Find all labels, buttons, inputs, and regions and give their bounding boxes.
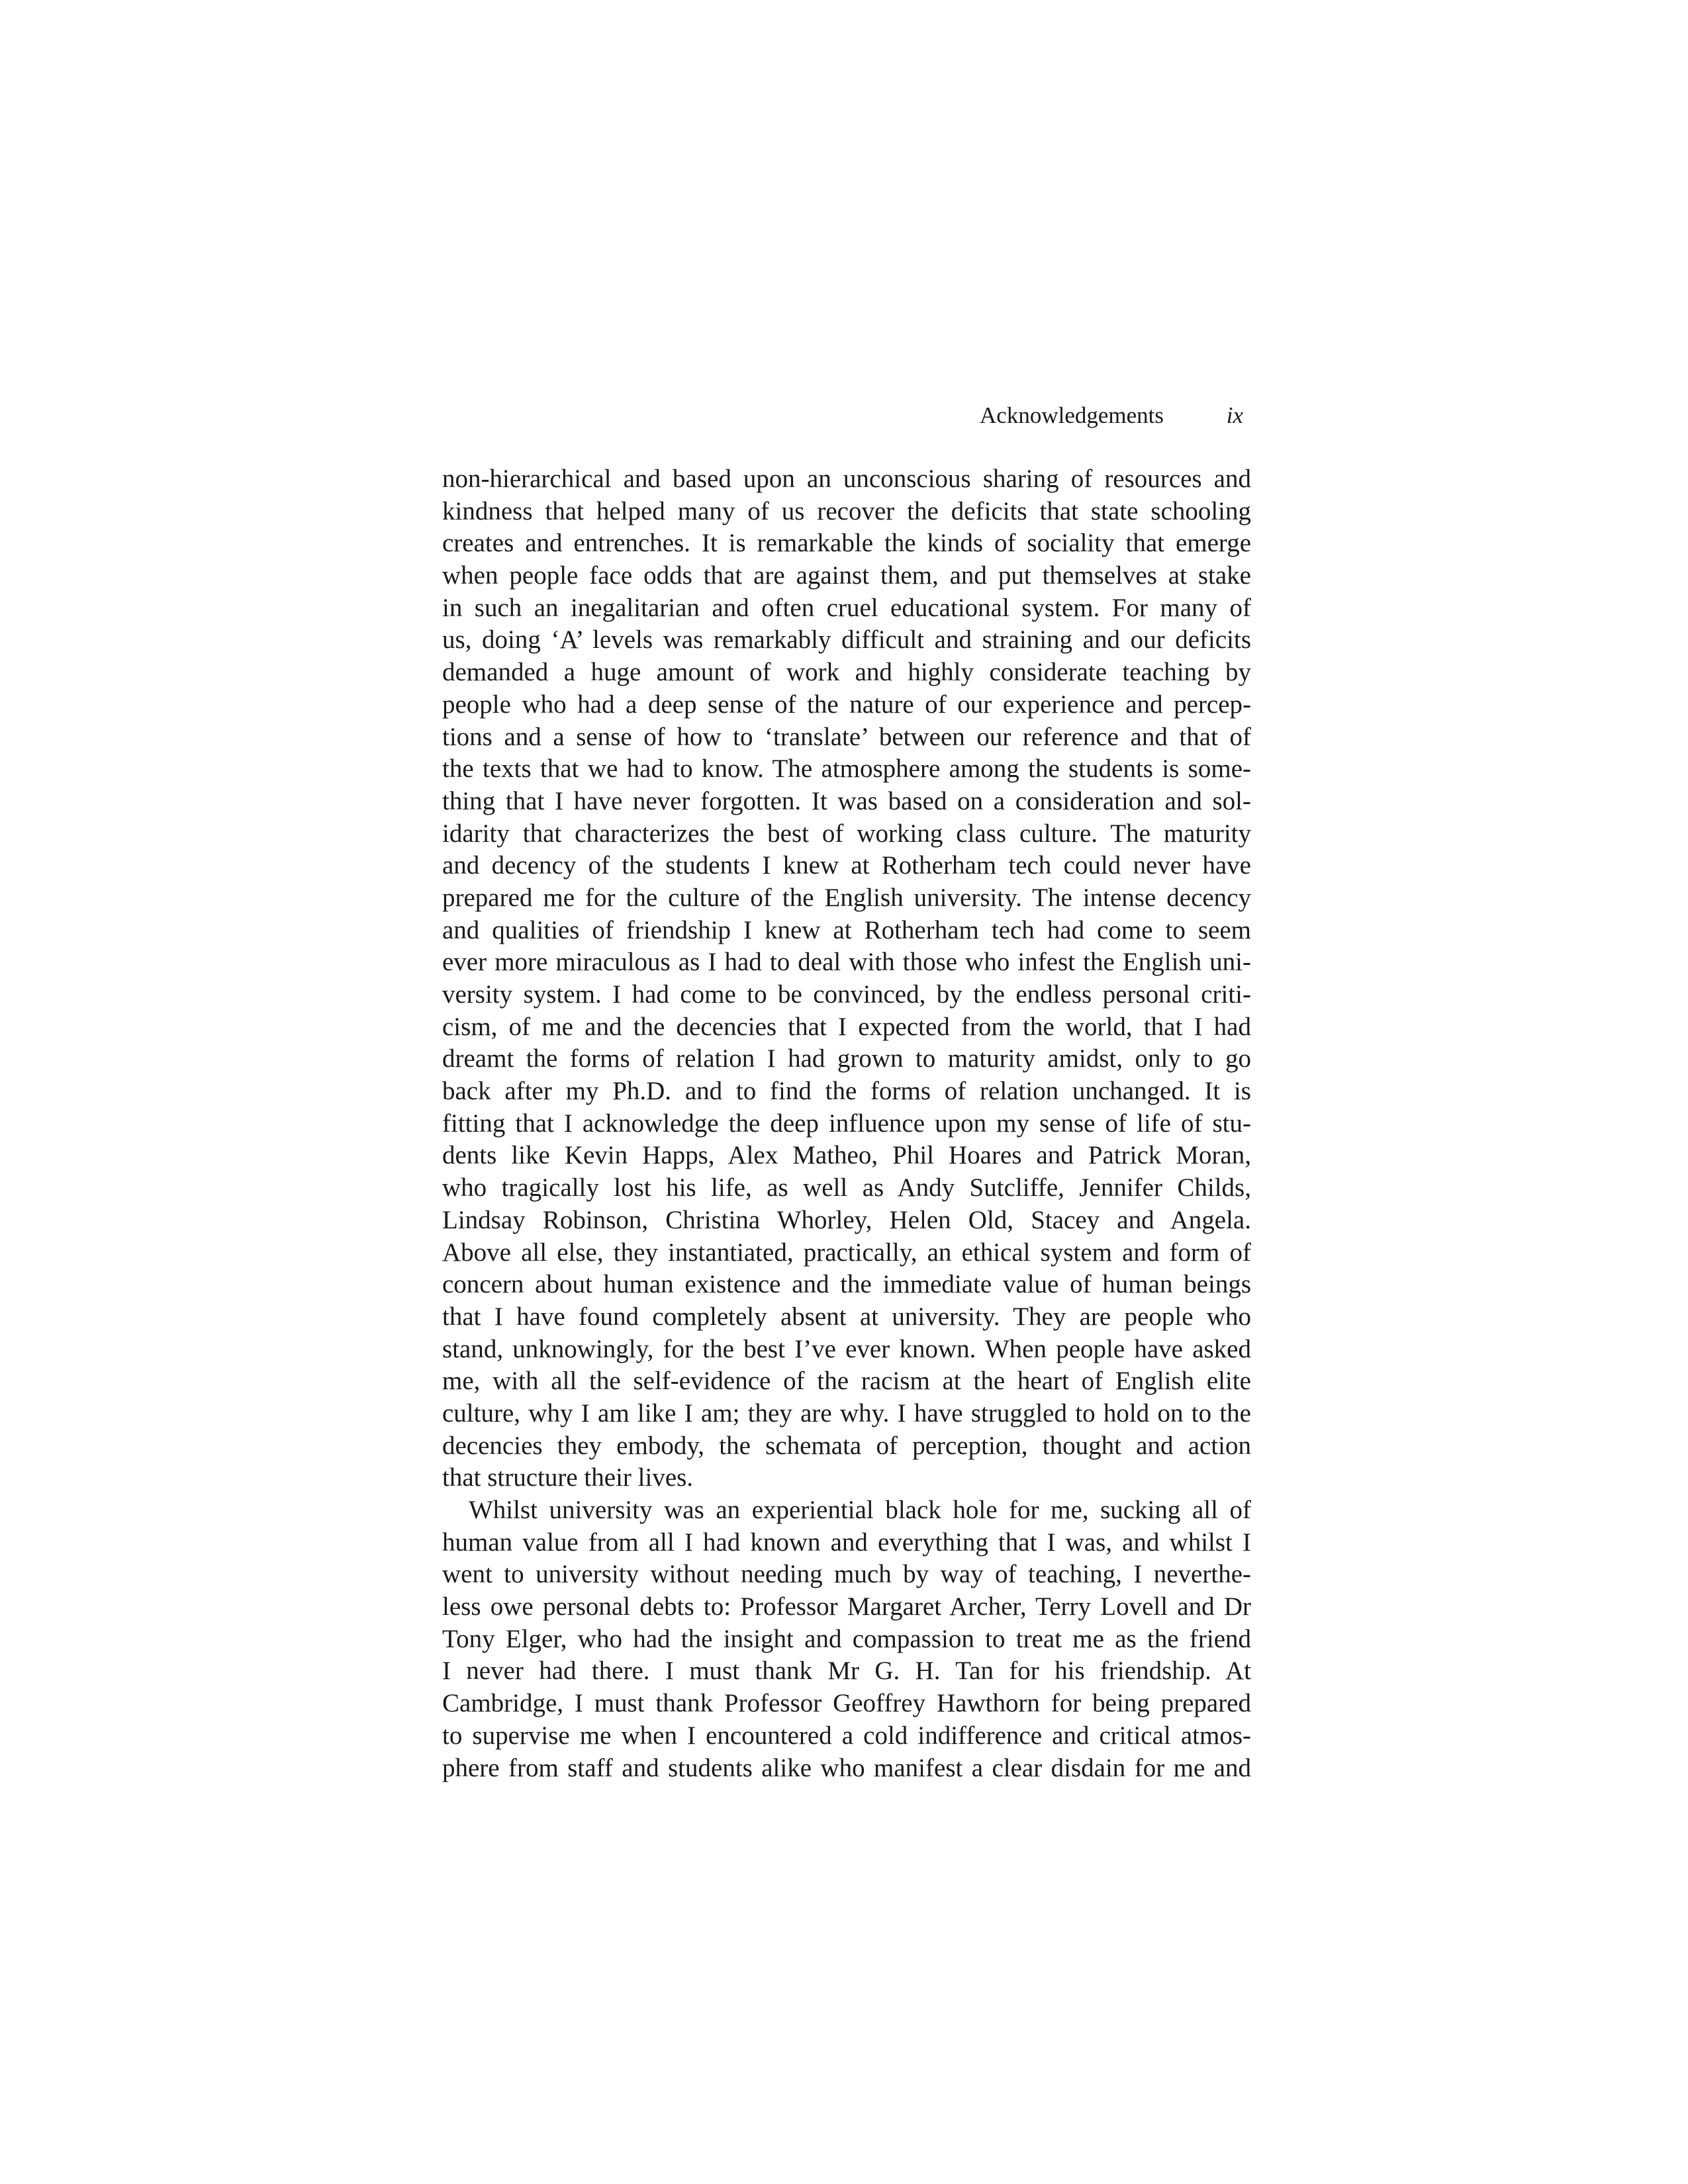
text-line: cism, of me and the decencies that I expected from the world, that I had: [442, 1012, 1251, 1041]
text-line: phere from staff and students alike who manifest a clear disdain for me and: [442, 1753, 1251, 1782]
text-line: in such an inegalitarian and often cruel educational system. For many of: [442, 593, 1251, 622]
text-line: prepared me for the culture of the English university. The intense decency: [442, 883, 1251, 912]
text-line: non-hierarchical and based upon an unconscious sharing of resources and: [442, 465, 1251, 493]
text-line: ever more miraculous as I had to deal with those who infest the English uni-: [442, 948, 1251, 977]
text-line: Lindsay Robinson, Christina Whorley, Helen Old, Stacey and Angela.: [442, 1205, 1251, 1234]
text-line: human value from all I had known and everything that I was, and whilst I: [442, 1527, 1251, 1557]
text-line: dreamt the forms of relation I had grown to maturity amidst, only to go: [442, 1044, 1251, 1073]
running-head: [442, 396, 1251, 435]
body-text: [442, 463, 1251, 1784]
paragraph: [442, 1494, 1251, 1784]
text-line: decencies they embody, the schemata of perception, thought and action: [442, 1431, 1251, 1460]
text-line: who tragically lost his life, as well as Andy Sutcliffe, Jennifer Childs,: [442, 1173, 1251, 1203]
text-line: idarity that characterizes the best of working class culture. The maturity: [442, 819, 1251, 848]
text-line: to supervise me when I encountered a cold indifference and critical atmos-: [442, 1721, 1251, 1750]
running-head-title: Acknowledgements: [980, 402, 1164, 428]
text-line: Cambridge, I must thank Professor Geoffrey Hawthorn for being prepared: [442, 1689, 1251, 1718]
text-line: and qualities of friendship I knew at Rotherham tech had come to seem: [442, 915, 1251, 944]
text-line: culture, why I am like I am; they are why. I have struggled to hold on to the: [442, 1398, 1251, 1428]
text-line: Tony Elger, who had the insight and compassion to treat me as the friend: [442, 1624, 1251, 1653]
text-line: back after my Ph.D. and to find the forms of relation unchanged. It is: [442, 1077, 1251, 1106]
text-line: people who had a deep sense of the nature of our experience and percep-: [442, 690, 1251, 719]
page-number: ix: [1226, 402, 1243, 428]
text-line: fitting that I acknowledge the deep influence upon my sense of life of stu-: [442, 1109, 1251, 1138]
text-line: Whilst university was an experiential black hole for me, sucking all of: [469, 1496, 1251, 1524]
text-line: demanded a huge amount of work and highly considerate teaching by: [442, 658, 1251, 687]
paragraph: [442, 463, 1251, 1494]
text-line: that I have found completely absent at university. They are people who: [442, 1302, 1251, 1331]
text-line: concern about human existence and the immediate value of human beings: [442, 1270, 1251, 1299]
text-line: thing that I have never forgotten. It was based on a consideration and sol-: [442, 786, 1251, 815]
text-line: tions and a sense of how to ‘translate’ between our reference and that of: [442, 722, 1251, 751]
text-line: I never had there. I must thank Mr G. H. Tan for his friendship. At: [442, 1657, 1251, 1686]
text-line: me, with all the self-evidence of the racism at the heart of English elite: [442, 1367, 1251, 1396]
text-line: Above all else, they instantiated, practically, an ethical system and form of: [442, 1238, 1251, 1267]
text-line: that structure their lives.: [442, 1463, 694, 1492]
text-line: versity system. I had come to be convinced, by the endless personal criti-: [442, 980, 1251, 1009]
text-line: and decency of the students I knew at Rotherham tech could never have: [442, 851, 1251, 880]
text-line: when people face odds that are against them, and put themselves at stake: [442, 561, 1251, 590]
text-line: the texts that we had to know. The atmosphere among the students is some-: [442, 754, 1251, 784]
text-line: went to university without needing much by way of teaching, I neverthe-: [442, 1560, 1251, 1589]
text-line: us, doing ‘A’ levels was remarkably difficult and straining and our deficits: [442, 625, 1251, 655]
text-line: creates and entrenches. It is remarkable the kinds of sociality that emerge: [442, 529, 1251, 558]
text-line: stand, unknowingly, for the best I’ve ever known. When people have asked: [442, 1334, 1251, 1363]
text-line: less owe personal debts to: Professor Margaret Archer, Terry Lovell and Dr: [442, 1592, 1251, 1621]
text-line: kindness that helped many of us recover the deficits that state schooling: [442, 496, 1251, 525]
text-line: dents like Kevin Happs, Alex Matheo, Phil Hoares and Patrick Moran,: [442, 1141, 1251, 1170]
